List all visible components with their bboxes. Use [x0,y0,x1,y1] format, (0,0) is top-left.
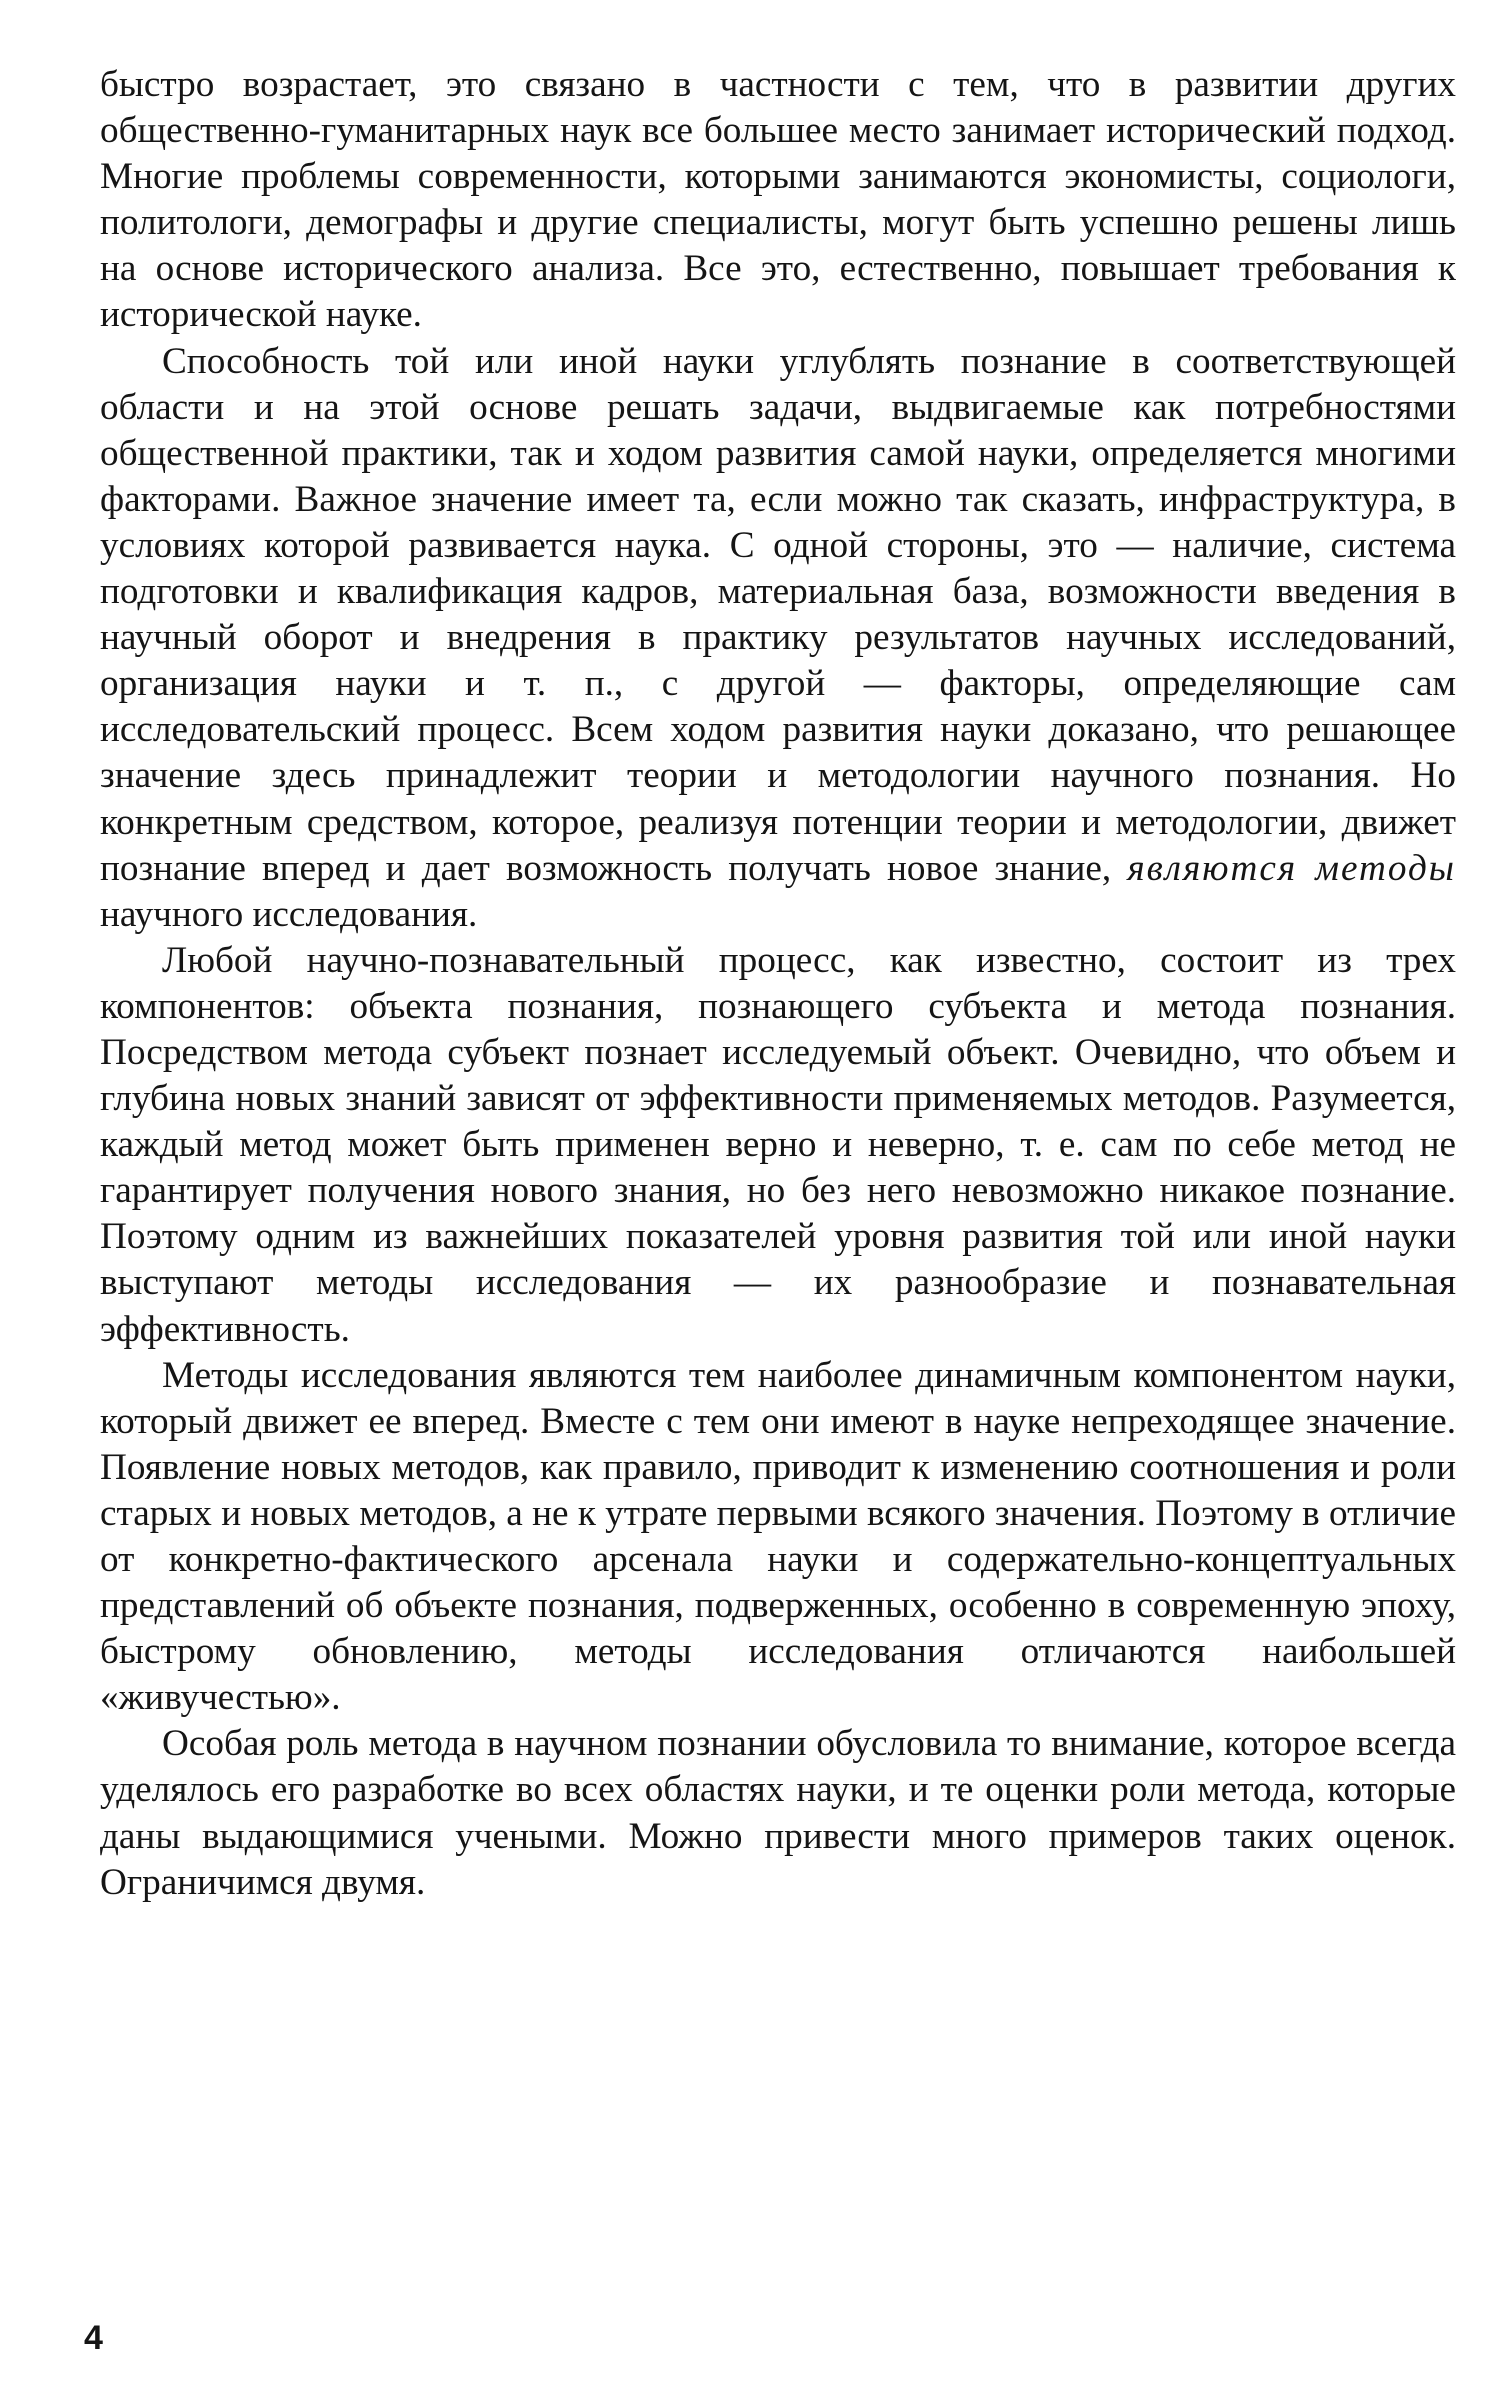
page-number: 4 [84,2319,103,2357]
page-body [100,62,1456,1906]
emphasized-phrase: являются методы [1127,847,1456,889]
paragraph-continuation: быстро возрастает, это связано в частности с тем, что в развитии других общественно-гуманитарных наук все большее место занимает исторический подход. Многие проблемы современности, которыми занимаются экономисты, социологи, политологи, демографы и другие специалисты, могут быть успешно решены лишь на основе исторического анализа. Все это, естественно, повышает требования к исторической науке. [100,64,1456,336]
paragraph-research-methods: Методы исследования являются тем наиболее динамичным компонентом науки, который движет ее вперед. Вместе с тем они имеют в науке непреходящее значение. Появление новых методов, как правило, приводит к изменению соотношения и роли старых и новых методов, а не к утрате первыми всякого значения. Поэтому в отличие от конкретно-фактического арсенала науки и содержательно-концептуальных представлений об объекте познания, подверженных, особенно в современную эпоху, быстрому обновлению, методы исследования отличаются наибольшей «живучестью». [100,1354,1456,1719]
paragraph-method-role: Особая роль метода в научном познании обусловила то внимание, которое всегда уделялось его разработке во всех областях науки, и те оценки роли метода, которые даны выдающимися учеными. Можно привести много примеров таких оценок. Ограничимся двумя. [100,1723,1456,1903]
paragraph-cognitive-process: Любой научно-познавательный процесс, как известно, состоит из трех компонентов: объекта познания, познающего субъекта и метода познания. Посредством метода субъект познает исследуемый объект. Очевидно, что объем и глубина новых знаний зависят от эффективности применяемых методов. Разумеется, каждый метод может быть применен верно и неверно, т. е. сам по себе метод не гарантирует получения нового знания, но без него невозможно никакое познание. Поэтому одним из важнейших показателей уровня развития той или иной науки выступают методы исследования — их разнообразие и познавательная эффективность. [100,939,1456,1350]
paragraph-science-ability [100,339,1456,938]
paragraph-text-part: научного исследования. [100,893,478,935]
paragraph-text-part: Способность той или иной науки углублять познание в соответствующей области и на этой основе решать задачи, выдвигаемые как потребностями общественной практики, так и ходом развития самой науки, определяется многими факторами. Важное значение имеет та, если можно так сказать, инфраструктура, в условиях которой развивается наука. С одной стороны, это — наличие, система подготовки и квалификация кадров, материальная база, возможности введения в научный оборот и внедрения в практику результатов научных исследований, организация науки и т. п., с другой — факторы, определяющие сам исследовательский процесс. Всем ходом развития науки доказано, что решающее значение здесь принадлежит теории и методологии научного познания. Но конкретным средством, которое, реализуя потенции теории и методологии, движет познание вперед и дает возможность получать новое знание, [100,340,1456,889]
